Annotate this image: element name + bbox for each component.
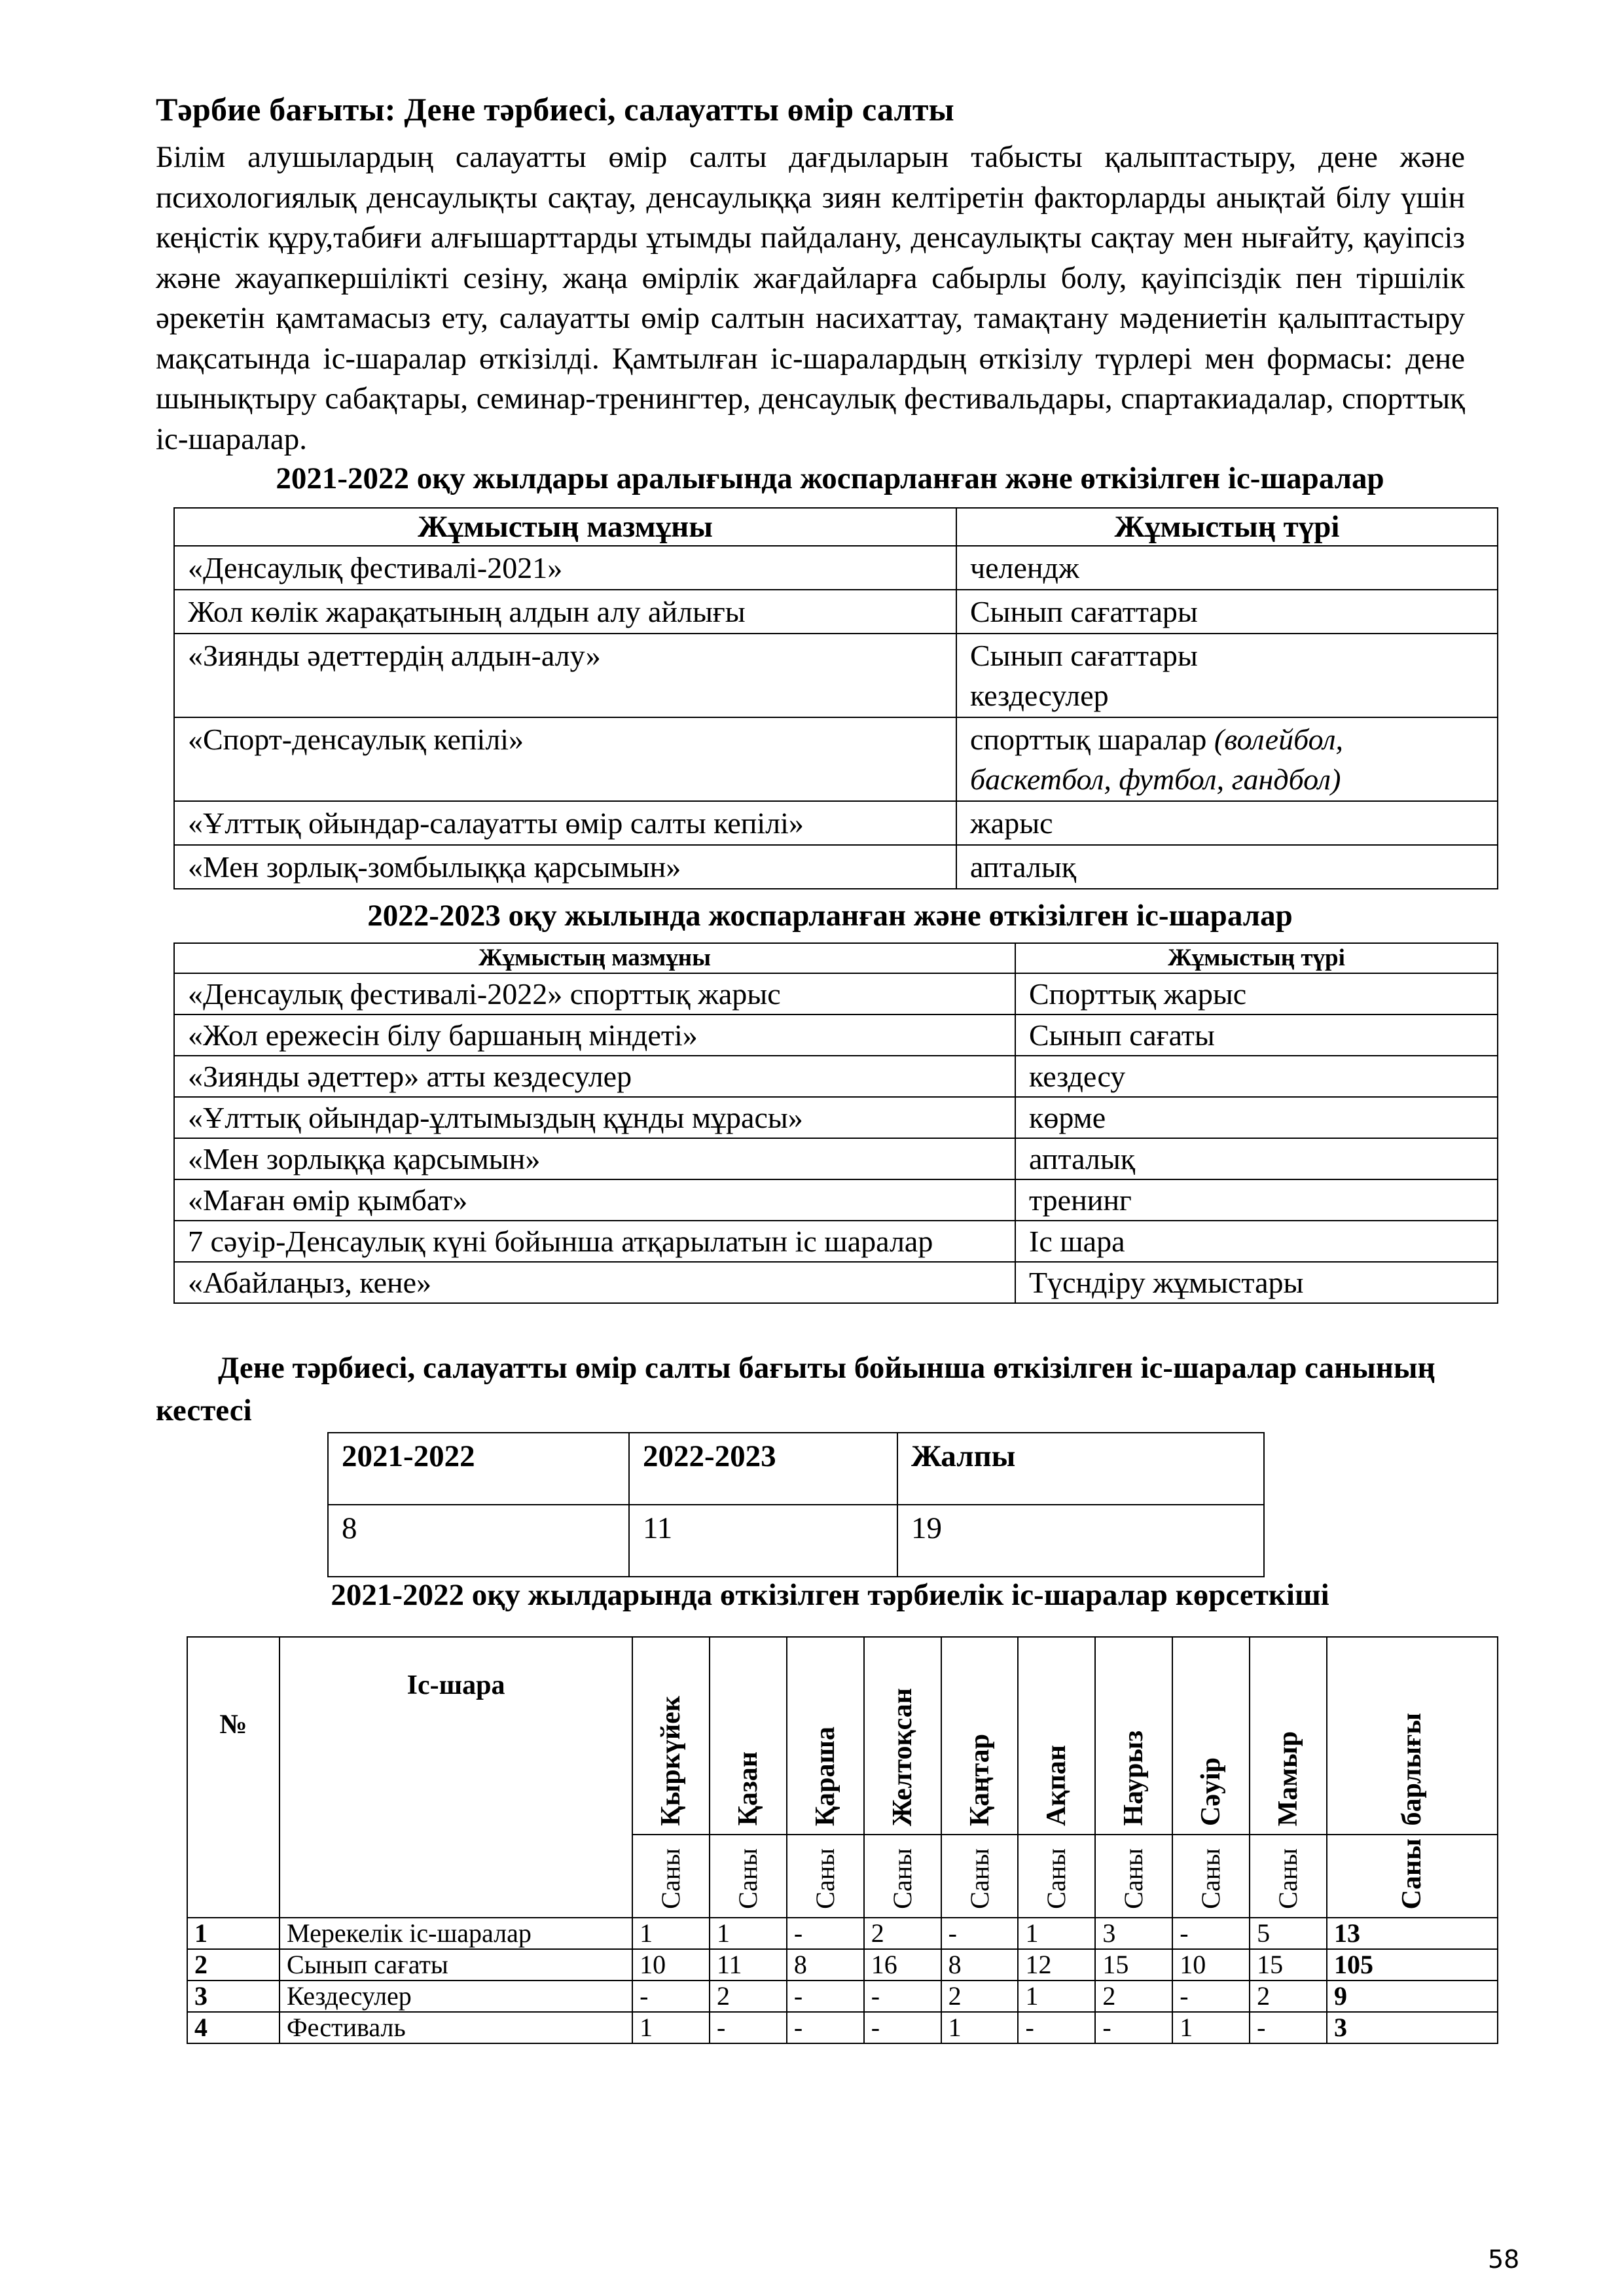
table-row (174, 1221, 1498, 1262)
cell-content: «Ұлттық ойындар-ұлтымыздың құнды мұрасы» (174, 1097, 1015, 1138)
month-header (1095, 1637, 1172, 1835)
table-row (174, 973, 1498, 1014)
table-header-row (174, 508, 1498, 546)
row-number: 3 (187, 1981, 280, 2012)
column-header-content: Жұмыстың мазмұны (174, 508, 956, 546)
table-row (187, 1918, 1498, 1949)
count-subheader (1095, 1835, 1172, 1918)
month-header (787, 1637, 864, 1835)
event-name: Мерекелік іс-шаралар (280, 1918, 632, 1949)
cell-content: «Денсаулық фестивалі-2022» спорттық жарыс (174, 973, 1015, 1014)
month-label: Сәуір (1196, 1757, 1227, 1826)
month-label: Ақпан (1041, 1745, 1072, 1826)
count-label: Саны (1041, 1848, 1072, 1909)
cell-type-line2: кездесулер (970, 679, 1109, 712)
cell-type: тренинг (1015, 1179, 1498, 1221)
section-heading: Тәрбие бағыты: Дене тәрбиесі, салауатты өмір салты (156, 91, 954, 128)
value-2022-2023: 11 (629, 1505, 897, 1577)
cell-type: көрме (1015, 1097, 1498, 1138)
cell-type-text: спорттық шаралар (970, 723, 1214, 756)
cell-type: Сынып сағаттары (956, 590, 1498, 634)
month-header (941, 1637, 1019, 1835)
header-2022-2023: 2022-2023 (629, 1433, 897, 1505)
month-label: Қыркүйек (656, 1696, 687, 1826)
month-count: 2 (864, 1918, 941, 1949)
month-header-row (187, 1637, 1498, 1835)
table-row (174, 1262, 1498, 1303)
month-count: 2 (1250, 1981, 1327, 2012)
month-count: 2 (710, 1981, 787, 2012)
month-count: 15 (1250, 1949, 1327, 1981)
cell-type-line1: Сынып сағаттары (970, 639, 1198, 672)
month-header (1250, 1637, 1327, 1835)
total-count: 105 (1327, 1949, 1498, 1981)
month-count: 10 (632, 1949, 710, 1981)
cell-content: «Ұлттық ойындар-салауатты өмір салты кепілі» (174, 801, 956, 845)
column-header-event: Іс-шара (280, 1637, 632, 1918)
table1-caption: 2021-2022 оқу жылдары аралығында жоспарланған және өткізілген іс-шаралар (276, 461, 1384, 495)
month-count: 5 (1250, 1918, 1327, 1949)
events-2022-2023-table (173, 942, 1498, 1304)
value-total: 19 (897, 1505, 1264, 1577)
table-row (328, 1505, 1264, 1577)
table4-caption: 2021-2022 оқу жылдарында өткізілген тәрбиелік іс-шаралар көрсеткіші (331, 1578, 1329, 1612)
month-count: - (1172, 1981, 1250, 2012)
month-count: 10 (1172, 1949, 1250, 1981)
month-count: 16 (864, 1949, 941, 1981)
column-header-type: Жұмыстың түрі (956, 508, 1498, 546)
cell-type: челендж (956, 546, 1498, 590)
month-count: 1 (1018, 1918, 1095, 1949)
cell-type-italic-note: (волейбол, баскетбол, футбол, гандбол) (970, 723, 1344, 796)
table2-caption: 2022-2023 оқу жылында жоспарланған және өткізілген іс-шаралар (367, 899, 1293, 933)
table-row (174, 546, 1498, 590)
table-row (174, 1179, 1498, 1221)
count-label: Саны (964, 1848, 994, 1909)
month-count: 1 (941, 2012, 1019, 2043)
cell-content: «Зиянды әдеттердің алдын-алу» (174, 634, 956, 717)
month-count: 2 (941, 1981, 1019, 2012)
event-name: Кездесулер (280, 1981, 632, 2012)
month-label: Наурыз (1119, 1731, 1149, 1826)
cell-content: «Абайлаңыз, кене» (174, 1262, 1015, 1303)
month-count: 1 (1018, 1981, 1095, 2012)
cell-content: «Мен зорлық-зомбылыққа қарсымын» (174, 845, 956, 889)
count-subheader (1018, 1835, 1095, 1918)
header-2021-2022: 2021-2022 (328, 1433, 629, 1505)
count-label: Саны (810, 1848, 840, 1909)
cell-type: кездесу (1015, 1056, 1498, 1097)
month-count: - (864, 1981, 941, 2012)
count-label: Саны (1273, 1848, 1303, 1909)
month-count: 3 (1095, 1918, 1172, 1949)
month-count: 8 (941, 1949, 1019, 1981)
month-label: Қазан (732, 1751, 763, 1826)
month-label: Мамыр (1273, 1731, 1304, 1826)
month-count: - (1250, 2012, 1327, 2043)
month-label: Қараша (810, 1726, 840, 1826)
table-header-row (174, 943, 1498, 973)
month-count: - (1172, 1918, 1250, 1949)
month-count: 8 (787, 1949, 864, 1981)
total-count: 3 (1327, 2012, 1498, 2043)
cell-type: Сынып сағаты (1015, 1014, 1498, 1056)
table-row (174, 1056, 1498, 1097)
total-count: 13 (1327, 1918, 1498, 1949)
cell-content: «Мен зорлыққа қарсымын» (174, 1138, 1015, 1179)
count-label: Саны (887, 1848, 917, 1909)
count-label: Саны (656, 1848, 686, 1909)
cell-type: Түсндіру жұмыстары (1015, 1262, 1498, 1303)
count-subheader (1327, 1835, 1498, 1918)
table-row (187, 2012, 1498, 2043)
row-number: 1 (187, 1918, 280, 1949)
column-header-type: Жұмыстың түрі (1015, 943, 1498, 973)
table-row (187, 1981, 1498, 2012)
month-count: 2 (1095, 1981, 1172, 2012)
count-subheader (1250, 1835, 1327, 1918)
table-row (174, 845, 1498, 889)
count-label: Саны (1119, 1848, 1149, 1909)
month-label: Желтоқсан (887, 1687, 918, 1826)
cell-content: 7 сәуір-Денсаулық күні бойынша атқарылатын іс шаралар (174, 1221, 1015, 1262)
table-row (174, 1138, 1498, 1179)
table-row (187, 1949, 1498, 1981)
cell-type: Іс шара (1015, 1221, 1498, 1262)
cell-type: жарыс (956, 801, 1498, 845)
table-header-row (328, 1433, 1264, 1505)
count-subheader (941, 1835, 1019, 1918)
total-label: барлығы (1397, 1713, 1428, 1826)
month-count: 1 (632, 1918, 710, 1949)
cell-type: Спорттық жарыс (1015, 973, 1498, 1014)
event-name: Сынып сағаты (280, 1949, 632, 1981)
month-count: - (1095, 2012, 1172, 2043)
table-row (174, 1097, 1498, 1138)
event-name: Фестиваль (280, 2012, 632, 2043)
count-subheader (710, 1835, 787, 1918)
month-count: - (1018, 2012, 1095, 2043)
column-header-content: Жұмыстың мазмұны (174, 943, 1015, 973)
month-count: - (787, 1981, 864, 2012)
page-number: 58 (1488, 2245, 1520, 2274)
count-subheader (632, 1835, 710, 1918)
month-count: 12 (1018, 1949, 1095, 1981)
table-row (174, 801, 1498, 845)
count-subheader (1172, 1835, 1250, 1918)
events-2021-2022-table (173, 507, 1498, 889)
table-row (174, 590, 1498, 634)
row-number: 4 (187, 2012, 280, 2043)
month-count: - (632, 1981, 710, 2012)
cell-content: «Зиянды әдеттер» атты кездесулер (174, 1056, 1015, 1097)
cell-type: апталық (956, 845, 1498, 889)
table-row (174, 717, 1498, 801)
count-subheader (864, 1835, 941, 1918)
table-row (174, 1014, 1498, 1056)
cell-content: «Денсаулық фестивалі-2021» (174, 546, 956, 590)
month-count: 1 (710, 1918, 787, 1949)
header-total: Жалпы (897, 1433, 1264, 1505)
month-count: - (864, 2012, 941, 2043)
cell-content: Жол көлік жарақатының алдын алу айлығы (174, 590, 956, 634)
cell-content: «Спорт-денсаулық кепілі» (174, 717, 956, 801)
month-count: 1 (1172, 2012, 1250, 2043)
value-2021-2022: 8 (328, 1505, 629, 1577)
month-header (864, 1637, 941, 1835)
cell-content: «Жол ережесін білу баршаның міндеті» (174, 1014, 1015, 1056)
month-count: - (787, 1918, 864, 1949)
month-count: - (787, 2012, 864, 2043)
month-header (632, 1637, 710, 1835)
count-subheader (787, 1835, 864, 1918)
count-label: Саны (1397, 1838, 1428, 1909)
month-label: Қаңтар (964, 1733, 995, 1826)
month-count: - (941, 1918, 1019, 1949)
total-header (1327, 1637, 1498, 1835)
cell-content: «Маған өмір қымбат» (174, 1179, 1015, 1221)
cell-type (956, 634, 1498, 717)
month-count: 1 (632, 2012, 710, 2043)
monthly-events-table (187, 1636, 1498, 2044)
count-label: Саны (1196, 1848, 1226, 1909)
events-count-table (327, 1432, 1265, 1577)
count-label: Саны (732, 1848, 763, 1909)
total-count: 9 (1327, 1981, 1498, 2012)
column-header-number: № (187, 1637, 280, 1918)
table3-caption: Дене тәрбиесі, салауатты өмір салты бағыты бойынша өткізілген іс-шаралар санының кестесі (156, 1351, 1435, 1427)
table-row (174, 634, 1498, 717)
month-header (1172, 1637, 1250, 1835)
month-count: 15 (1095, 1949, 1172, 1981)
month-header (710, 1637, 787, 1835)
cell-type (956, 717, 1498, 801)
row-number: 2 (187, 1949, 280, 1981)
cell-type: апталық (1015, 1138, 1498, 1179)
intro-paragraph: Білім алушылардың салауатты өмір салты дағдыларын табысты қалыптастыру, дене және психологиялық денсаулықты сақтау, денсаулыққа зиян келтіретін факторларды анықтай білу үшін кеңістік құру,табиғи алғышарттарды ұтымды пайдалану, денсаулықты сақтау мен нығайту, қауіпсіз және жауапкершілікті сезіну, жаңа өмірлік жағдайларға сабырлы болу, қауіпсіздік пен тіршілік әрекетін қамтамасыз ету, салауатты өмір салтын насихаттау, тамақтану мәдениетін қалыптастыру мақсатында іс-шаралар өткізілді. Қамтылған іс-шаралардың өткізілу түрлері мен формасы: дене шынықтыру сабақтары, семинар-тренингтер, денсаулық фестивальдары, спартакиадалар, спорттық іс-шаралар. (156, 140, 1465, 456)
month-count: - (710, 2012, 787, 2043)
month-count: 11 (710, 1949, 787, 1981)
month-header (1018, 1637, 1095, 1835)
